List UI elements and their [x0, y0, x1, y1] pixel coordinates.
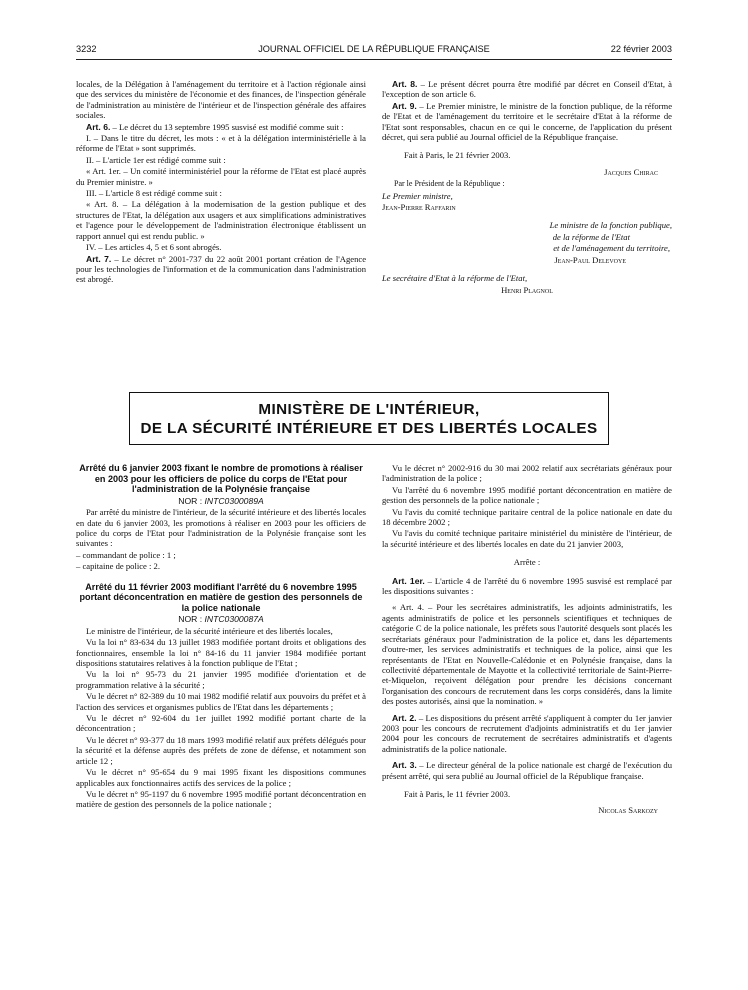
- premier-ministre-title: Le Premier ministre,: [382, 190, 453, 201]
- bottom-left-column: [76, 463, 366, 811]
- article-text: – Le Premier ministre, le ministre de la fonction publique, de la réforme de l'Etat et de l'aménagement du territoire et le secrétaire d'Etat à la réforme de l'Etat sont responsables, chacun en ce qui le concerne, de l'application du présent décret, qui sera publié au Journal officiel de la République française.: [382, 100, 673, 143]
- ministry-heading-line1: MINISTÈRE DE L'INTÉRIEUR,: [258, 401, 480, 418]
- visa: Vu le décret n° 93-377 du 18 mars 1993 modifié relatif aux préfets délégués pour la sécurité et la défense auprès des préfets de zone de défense, et notamment son article 12 ;: [76, 734, 366, 766]
- nor-code: INTC0300089A: [204, 495, 264, 506]
- arrete-1-body: Par arrêté du ministre de l'intérieur, de la sécurité intérieure et des libertés locales en date du 6 janvier 2003, les promotions à réaliser en 2003 pour les officiers de police du corps de l'Etat pour l'administration de la Polynésie française sont les suivantes :: [76, 507, 366, 549]
- article-text: – Le décret du 13 septembre 1995 susvisé est modifié comme suit :: [110, 121, 344, 132]
- ministre-title-line3: et de l'aménagement du territoire,: [553, 243, 670, 254]
- signature-date: Fait à Paris, le 21 février 2003.: [404, 150, 511, 161]
- list-item: – commandant de police : 1 ;: [76, 549, 176, 560]
- visa: Vu la loi n° 95-73 du 21 janvier 1995 modifiée d'orientation et de programmation relative à la sécurité ;: [76, 669, 366, 690]
- paragraph: « Art. 1er. – Un comité interministériel pour la réforme de l'Etat est placé auprès du Premier ministre. »: [76, 166, 366, 187]
- bottom-right-column: [382, 463, 672, 818]
- top-right-column: [382, 79, 672, 296]
- article-label: Art. 6.: [86, 121, 111, 132]
- top-left-column: [76, 79, 366, 286]
- paragraph: IV. – Les articles 4, 5 et 6 sont abrogés.: [86, 242, 222, 253]
- paragraph: « Art. 8. – La délégation à la modernisation de la gestion publique et des structures de l'Etat, la délégation aux usagers et aux simplifications administratives et l'agence pour le développement de l'administration électronique établissent un rapport annuel qui est rendu public. »: [76, 199, 366, 241]
- visa: Le ministre de l'intérieur, de la sécurité intérieure et des libertés locales,: [86, 625, 333, 636]
- visa: Vu le décret n° 95-654 du 9 mai 1995 fixant les dispositions communes applicables aux fonctionnaires actifs des services de la police ;: [76, 767, 366, 788]
- article-9: [382, 101, 672, 143]
- secretaire-title: Le secrétaire d'Etat à la réforme de l'Etat,: [382, 273, 528, 284]
- article-label: Art. 8.: [392, 79, 418, 89]
- par-le-president: Par le Président de la République :: [394, 179, 505, 189]
- journal-title: JOURNAL OFFICIEL DE LA RÉPUBLIQUE FRANÇAISE: [258, 44, 490, 54]
- premier-ministre-name: Jean-Pierre Raffarin: [382, 202, 456, 213]
- article-text: – Les dispositions du présent arrêté s'appliquent à compter du 1er janvier 2003 pour les concours de recrutement d'adjoints administratifs et du 1er janvier 2004 pour les concours de recrutement de secrétaires administratifs et d'agents administratifs de la police nationale.: [382, 712, 672, 754]
- arrete-2-title: Arrêté du 11 février 2003 modifiant l'arrêté du 6 novembre 1995 portant déconcentration en matière de gestion des personnels de la police nationale: [79, 581, 363, 613]
- header-rule: [76, 59, 672, 60]
- article-label: Art. 2.: [392, 712, 417, 723]
- visa: Vu l'avis du comité technique paritaire central de la police nationale en date du 18 décembre 2002 ;: [382, 506, 672, 528]
- article-label: Art. 9.: [392, 100, 417, 111]
- ministre-name: Jean-Paul Delevoye: [554, 254, 626, 265]
- signer-name: Nicolas Sarkozy: [598, 805, 658, 816]
- arrete-1-title: Arrêté du 6 janvier 2003 fixant le nombre de promotions à réaliser en 2003 pour les officiers de police du corps de l'Etat pour l'administration de la Polynésie française: [79, 463, 363, 495]
- visa: Vu la loi n° 83-634 du 13 juillet 1983 modifiée portant droits et obligations des fonctionnaires, ensemble la loi n° 84-16 du 11 janvier 1984 modifiée portant dispositions statutaires relatives à la fonction publique de l'Etat ;: [76, 637, 366, 669]
- arrete-2-nor: [76, 614, 366, 624]
- visa: Vu le décret n° 92-604 du 1er juillet 1992 modifié portant charte de la déconcentration ;: [76, 713, 366, 734]
- visa: Vu le décret n° 95-1197 du 6 novembre 1995 modifié portant déconcentration en matière de gestion des personnels de la police nationale ;: [76, 788, 366, 810]
- page-header: [76, 44, 672, 58]
- article-1: [382, 576, 672, 597]
- signature-date: Fait à Paris, le 11 février 2003.: [404, 788, 511, 799]
- ministry-heading-line2: DE LA SÉCURITÉ INTÉRIEURE ET DES LIBERTÉS LOCALES: [140, 420, 598, 437]
- article-label: Art. 3.: [392, 760, 417, 771]
- arrete-word: Arrête :: [513, 557, 541, 568]
- visa: Vu l'arrêté du 6 novembre 1995 modifié portant déconcentration en matière de gestion des personnels de la police nationale ;: [382, 484, 672, 506]
- visa: Vu le décret n° 2002-916 du 30 mai 2002 relatif aux secrétariats généraux pour l'administration de la police ;: [382, 463, 672, 484]
- list-item: – capitaine de police : 2.: [76, 561, 160, 572]
- article-4-quote: « Art. 4. – Pour les secrétaires administratifs, les adjoints administratifs, les agents administratifs de police et les personnels scientifiques et techniques de catégorie C de la police nationale, les préfets sous l'autorité desquels sont placés les secrétariats généraux pour l'administration de la police et, dans les départements d'outre-mer, les services administratifs et techniques de la police, ainsi que les représentants de l'Etat en Nouvelle-Calédonie et en Polynésie française, dans la collectivité départementale de Mayotte et la collectivité territoriale de Saint-Pierre-et-Miquelon, reçoivent délégation pour prendre les décisions concernant l'organisation des concours de recrutement dans les corps considérés, dans la limite des postes autorisés, ainsi que la nomination. »: [382, 602, 672, 707]
- arrete-1-nor: [76, 496, 366, 506]
- paragraph: I. – Dans le titre du décret, les mots : « et à la délégation interministérielle à la réforme de l'Etat » sont supprimés.: [76, 133, 366, 154]
- article-7: [76, 254, 366, 285]
- article-text: – Le directeur général de la police nationale est chargé de l'exécution du présent arrêté, qui sera publié au Journal officiel de la République française.: [382, 760, 672, 781]
- president-name: Jacques Chirac: [604, 166, 658, 177]
- article-6: [76, 122, 366, 132]
- page-number: 3232: [76, 44, 97, 54]
- article-text: – L'article 4 de l'arrêté du 6 novembre 1995 susvisé est remplacé par les dispositions suivantes :: [382, 575, 672, 597]
- article-3: [382, 760, 672, 781]
- article-8: [382, 79, 672, 100]
- secretaire-name: Henri Plagnol: [501, 284, 553, 295]
- paragraph: II. – L'article 1er est rédigé comme suit :: [86, 154, 226, 165]
- nor-label: NOR :: [178, 614, 205, 625]
- ministre-title-line2: de la réforme de l'Etat: [552, 231, 630, 242]
- paragraph: locales, de la Délégation à l'aménagement du territoire et à l'action régionale ainsi que des services du ministère de l'économie et des finances, de l'inspection générale de l'administration au ministère de l'intérieur et de l'inspection générale des affaires sociales.: [76, 79, 366, 121]
- article-2: [382, 713, 672, 755]
- article-label: Art. 7.: [86, 253, 112, 264]
- visa: Vu le décret n° 82-389 du 10 mai 1982 modifié relatif aux pouvoirs du préfet et à l'action des services et organismes publics de l'Etat dans les départements ;: [76, 691, 366, 712]
- article-text: – Le décret n° 2001-737 du 22 août 2001 portant création de l'Agence pour les technologies de l'information et de la communication dans l'administration est abrogé.: [76, 253, 367, 285]
- paragraph: III. – L'article 8 est rédigé comme suit :: [86, 188, 222, 199]
- issue-date: 22 février 2003: [610, 44, 672, 54]
- ministre-title-line1: Le ministre de la fonction publique,: [549, 220, 672, 231]
- nor-label: NOR :: [178, 495, 205, 506]
- article-label: Art. 1er.: [392, 575, 425, 586]
- visa: Vu l'avis du comité technique paritaire ministériel du ministère de l'intérieur, de la sécurité intérieure et des libertés locales en date du 21 janvier 2003,: [382, 528, 672, 549]
- ministry-heading-box: [129, 392, 609, 445]
- nor-code: INTC0300087A: [204, 614, 264, 625]
- article-text: – Le présent décret pourra être modifié par décret en Conseil d'Etat, à l'exception de son article 6.: [382, 79, 672, 100]
